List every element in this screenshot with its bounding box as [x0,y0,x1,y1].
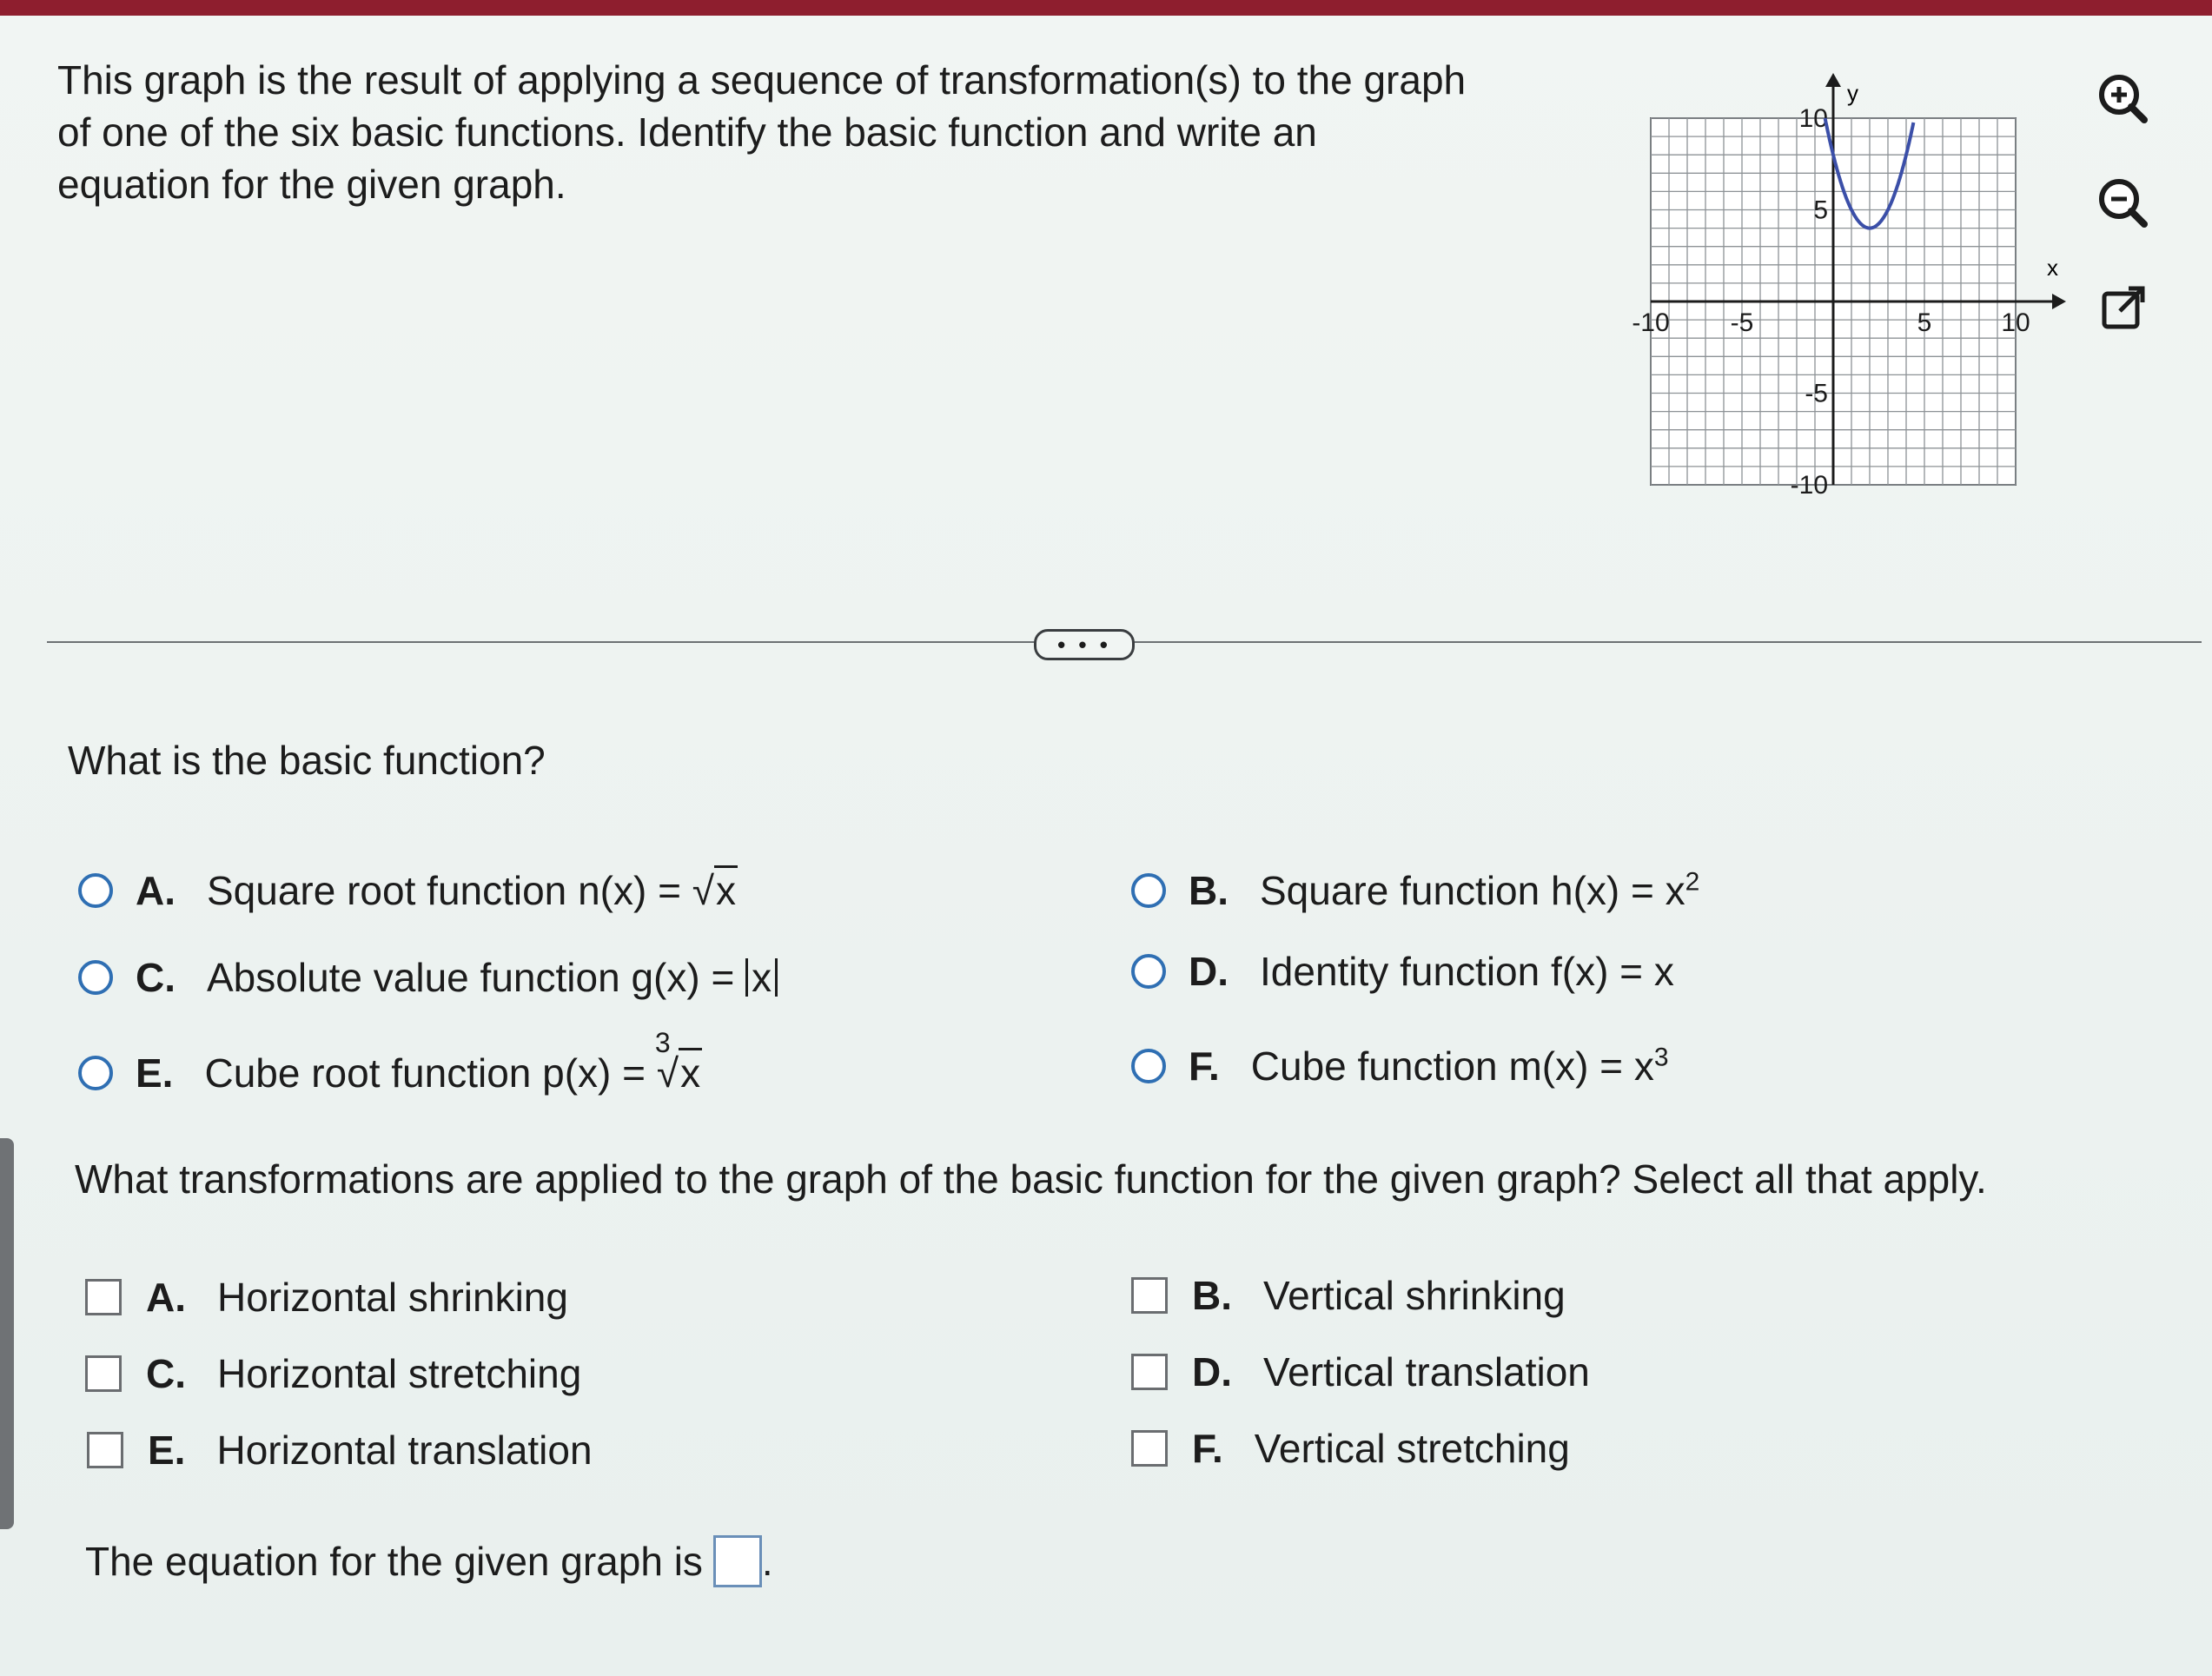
checkbox[interactable] [85,1355,122,1392]
question-transformations: What transformations are applied to the graph of the basic function for the given graph? Select all that apply. [75,1156,1987,1202]
open-external-button[interactable] [2092,276,2155,339]
y-axis-arrow [1825,73,1841,87]
option-f-vertical-stretching[interactable]: F. Vertical stretching [1131,1418,1570,1479]
external-link-icon [2092,276,2155,339]
y-tick-label: 10 [1798,104,1828,133]
y-axis-label: y [1847,80,1858,106]
zoom-out-button[interactable] [2092,172,2155,235]
function-graph [1616,52,2085,504]
option-e-horizontal-translation[interactable]: E. Horizontal translation [87,1420,593,1481]
checkbox[interactable] [1131,1277,1168,1314]
question-basic-function: What is the basic function? [68,738,546,783]
equation-prompt: The equation for the given graph is . [85,1531,773,1592]
option-d-identity[interactable]: D. Identity function f(x) = x [1131,941,1674,1002]
option-a-square-root[interactable]: A. Square root function n(x) = √x [78,860,738,921]
x-tick-label: -5 [1730,308,1754,337]
x-axis-label: x [2047,255,2058,281]
option-f-cube[interactable]: F. Cube function $m(x) = x^3$ [1131,1036,1669,1096]
x-tick-label: -10 [1632,308,1670,337]
option-b-square[interactable]: B. Square function $h(x) = x^2$ [1131,860,1699,921]
option-c-horizontal-stretching[interactable]: C. Horizontal stretching [85,1343,581,1404]
radio-button[interactable] [1131,1049,1166,1083]
radio-button[interactable] [78,1056,113,1090]
option-e-cube-root[interactable]: E. Cube root function p(x) = 3 √x [78,1043,702,1103]
problem-prompt: This graph is the result of applying a sequence of transformation(s) to the graph of one of the six basic functions. Identify the basic function and write an equation for the given graph. [57,57,1467,207]
checkbox[interactable] [1131,1354,1168,1390]
x-tick-label: 10 [2001,308,2030,337]
zoom-in-button[interactable] [2092,68,2155,130]
zoom-out-icon [2092,172,2155,235]
more-button[interactable]: • • • [1034,629,1135,660]
radio-button[interactable] [1131,954,1166,989]
option-a-horizontal-shrinking[interactable]: A. Horizontal shrinking [85,1267,568,1328]
checkbox[interactable] [1131,1430,1168,1467]
zoom-in-icon [2092,68,2155,130]
x-axis-arrow [2052,294,2066,309]
top-bar [0,0,2212,16]
y-tick-label: -5 [1805,379,1828,408]
checkbox[interactable] [87,1432,123,1468]
radio-button[interactable] [78,960,113,995]
radio-button[interactable] [1131,873,1166,908]
option-d-vertical-translation[interactable]: D. Vertical translation [1131,1341,1590,1402]
y-tick-label: 5 [1813,195,1828,225]
option-b-vertical-shrinking[interactable]: B. Vertical shrinking [1131,1265,1566,1326]
radio-button[interactable] [78,873,113,908]
checkbox[interactable] [85,1279,122,1315]
equation-answer-input[interactable] [713,1535,762,1587]
scrollbar[interactable] [0,1138,14,1529]
x-tick-label: 5 [1917,308,1932,337]
option-c-absolute-value[interactable]: C. Absolute value function g(x) = x [78,947,778,1008]
y-tick-label: -10 [1790,471,1828,500]
